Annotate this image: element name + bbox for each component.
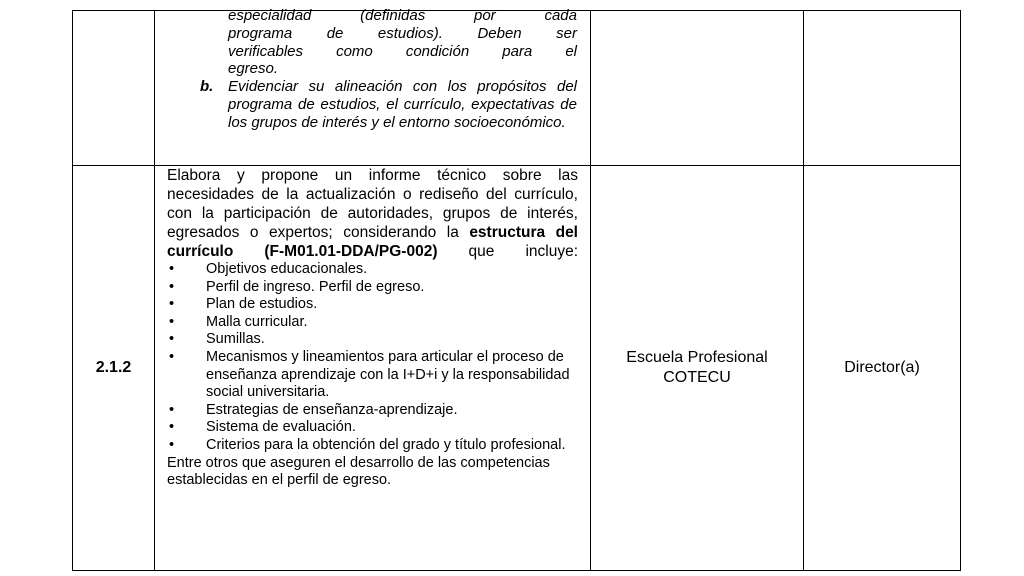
list-item: • Perfil de ingreso. Perfil de egreso. (169, 278, 425, 295)
unit-line-2: COTECU (663, 369, 731, 386)
responsible-cell-empty (804, 11, 961, 166)
bullet-icon: • (169, 436, 175, 453)
unit-line-1: Escuela Profesional (626, 349, 768, 366)
activity-intro-text: Elabora y propone un informe técnico sobre las necesidades de la actualización o rediseño del currículo, con la participación de autoridades, grupos de interés, egresados o expertos; considerando la (167, 167, 578, 241)
table-row (73, 166, 961, 571)
number-cell-empty (73, 11, 155, 166)
activity-cell-top (155, 7, 591, 166)
list-continuation-line: especialidad (definidas por cada (228, 7, 577, 24)
list-continuation-line: verificables como condición para el (228, 42, 577, 60)
activity-after-bold: que incluye: (437, 243, 579, 260)
list-item: • Malla curricular. (169, 313, 308, 330)
row-number: 2.1.2 (73, 166, 155, 571)
bullet-list (167, 261, 578, 455)
bullet-icon: • (169, 331, 175, 348)
table-row (73, 11, 961, 166)
list-continuation-line: egreso. (228, 60, 279, 78)
list-item-b (200, 78, 577, 131)
bullet-icon: • (169, 401, 175, 418)
unit-cell-empty (591, 11, 804, 166)
bullet-icon: • (169, 313, 175, 330)
list-item: • Objetivos educacionales. (169, 261, 368, 277)
list-item: • Plan de estudios. (169, 296, 318, 313)
list-item: • Criterios para la obtención del grado y título profesional. (169, 436, 566, 453)
list-item: • Sistema de evaluación. (169, 419, 356, 436)
activity-bold-reference: estructura del currículo (F-M01.01-DDA/PG-002) (167, 224, 578, 260)
bullet-icon: • (169, 348, 175, 365)
bullet-icon: • (169, 419, 175, 436)
procedure-table (72, 7, 961, 571)
list-continuation-line: programa de estudios). Deben ser (228, 24, 577, 42)
activity-intro (167, 166, 578, 261)
activity-cell (155, 166, 591, 571)
bullet-icon: • (169, 261, 175, 277)
list-item: • Sumillas. (169, 331, 265, 348)
list-item-b-text: Evidenciar su alineación con los propósitos del programa de estudios, el currículo, expectativas de los grupos de interés y el entorno socioeconómico. (228, 78, 577, 131)
list-item: • Estrategias de enseñanza-aprendizaje. (169, 401, 458, 418)
list-item: • Mecanismos y lineamientos para articular el proceso de enseñanza aprendizaje con la I+D+i y la responsabilidad social universitaria. (169, 348, 570, 401)
list-marker-b: b. (200, 78, 214, 96)
activity-closing-text: Entre otros que aseguren el desarrollo de las competencias establecidas en el perfil de egreso. (167, 454, 550, 489)
document-table-region (72, 7, 960, 570)
italic-list-continuation (155, 7, 590, 132)
bullet-icon: • (169, 296, 175, 313)
unit-cell (591, 166, 804, 571)
responsible-cell: Director(a) (804, 166, 961, 571)
bullet-icon: • (169, 278, 175, 295)
